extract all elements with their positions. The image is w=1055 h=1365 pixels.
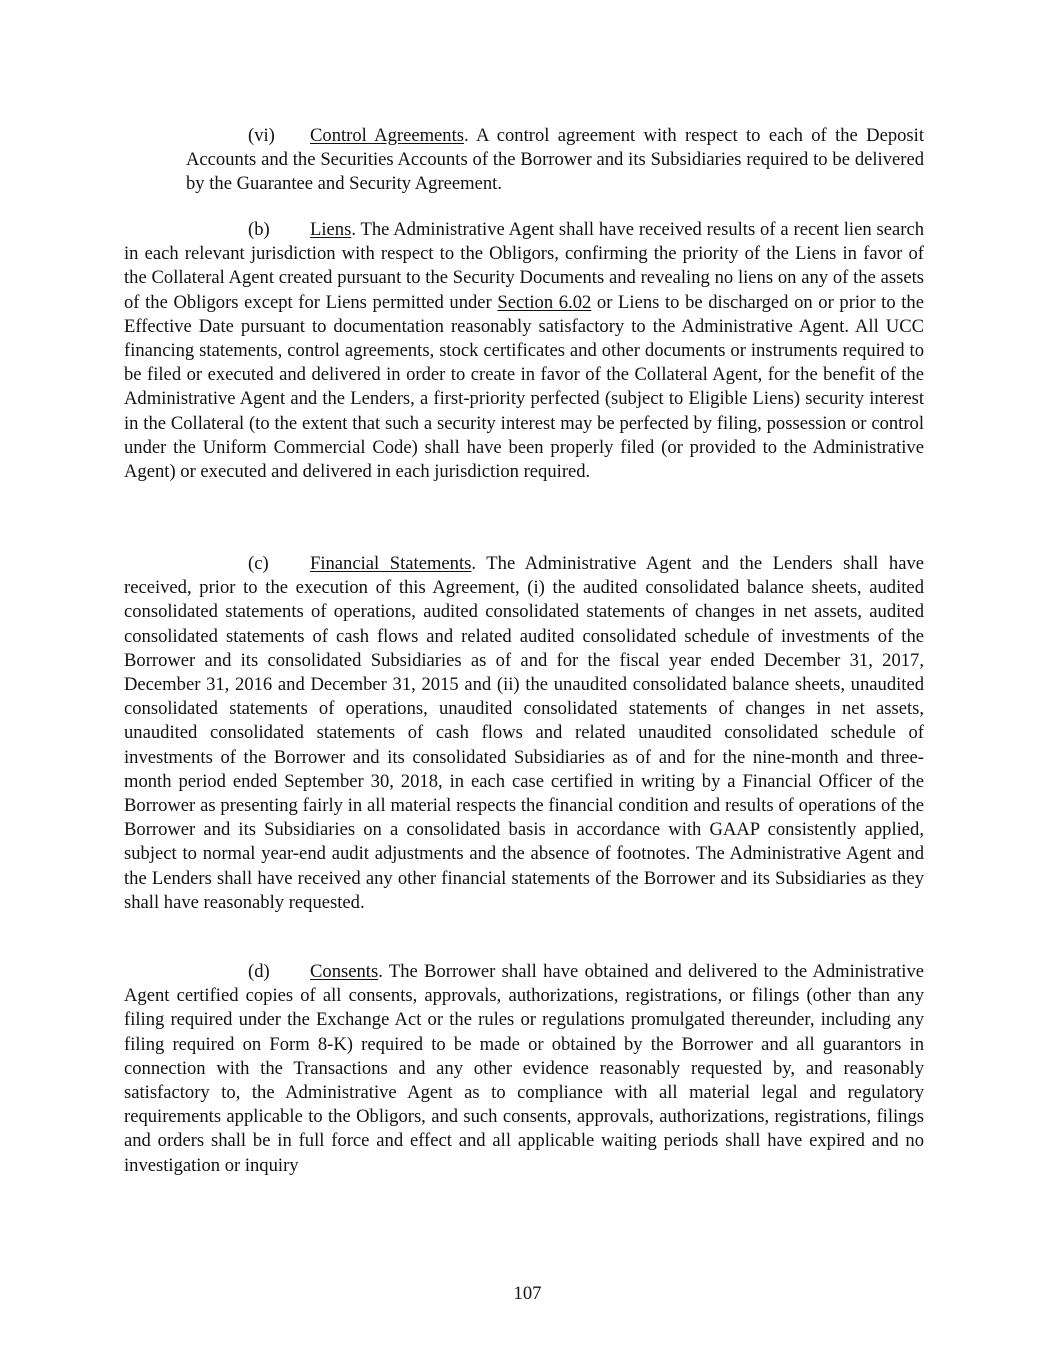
paragraph-heading: Consents: [310, 961, 379, 982]
paragraph-body: . The Administrative Agent and the Lenders shall have received, prior to the execution of this Agreement, (i) the audited consolidated balance sheets, audited consolidated statements of operations, audited consolidated statements of changes in net assets, audited consolidated statements of cash flows and related audited consolidated schedule of investments of the Borrower and its consolidated Subsidiaries as of and for the fiscal year ended December 31, 2017, December 31, 2016 and December 31, 2015 and (ii) the unaudited consolidated balance sheets, unaudited consolidated statements of operations, unaudited consolidated statements of changes in net assets, unaudited consolidated statements of cash flows and related unaudited consolidated schedule of investments of the Borrower and its consolidated Subsidiaries as of and for the nine-month and three-month period ended September 30, 2018, in each case certified in writing by a Financial Officer of the Borrower as presenting fairly in all material respects the financial condition and results of operations of the Borrower and its Subsidiaries on a consolidated basis in accordance with GAAP consistently applied, subject to normal year-end audit adjustments and the absence of footnotes. The Administrative Agent and the Lenders shall have received any other financial statements of the Borrower and its Subsidiaries as they shall have reasonably requested.: [124, 553, 924, 913]
paragraph-b-liens: [124, 218, 924, 484]
page-number: 107: [513, 1283, 542, 1304]
paragraph-marker: (d): [248, 961, 270, 982]
paragraph-body: . The Borrower shall have obtained and delivered to the Administrative Agent certified copies of all consents, approvals, authorizations, registrations, or filings (other than any filing required under the Exchange Act or the rules or regulations promulgated thereunder, including any filing required on Form 8-K) required to be made or obtained by the Borrower and all guarantors in connection with the Transactions and any other evidence reasonably requested by, and reasonably satisfactory to, the Administrative Agent as to compliance with all material legal and regulatory requirements applicable to the Obligors, and such consents, approvals, authorizations, registrations, filings and orders shall be in full force and effect and all applicable waiting periods shall have expired and no investigation or inquiry: [124, 961, 924, 1176]
paragraph-body: . The Administrative Agent shall have received results of a recent lien search in each relevant jurisdiction with respect to the Obligors, confirming the priority of the Liens in favor of the Collateral Agent created pursuant to the Security Documents and revealing no liens on any of the assets of the Obligors except for Liens permitted under: [124, 219, 924, 313]
paragraph-body: . A control agreement with respect to each of the Deposit Accounts and the Securities Accounts of the Borrower and its Subsidiaries required to be delivered by the Guarantee and Security Agreement.: [186, 125, 925, 195]
paragraph-body-continued: or Liens to be discharged on or prior to the Effective Date pursuant to documentation reasonably satisfactory to the Administrative Agent. All UCC financing statements, control agreements, stock certificates and other documents or instruments required to be filed or executed and delivered in order to create in favor of the Collateral Agent, for the benefit of the Administrative Agent and the Lenders, a first-priority perfected (subject to Eligible Liens) security interest in the Collateral (to the extent that such a security interest may be perfected by filing, possession or control under the Uniform Commercial Code) shall have been properly filed (or provided to the Administrative Agent) or executed and delivered in each jurisdiction required.: [124, 291, 924, 483]
section-cross-reference: Section 6.02: [497, 291, 592, 313]
paragraph-heading: Control Agreements: [310, 125, 464, 146]
paragraph-heading: Financial Statements: [310, 553, 472, 574]
paragraph-d-consents: [124, 960, 924, 1178]
paragraph-heading: Liens: [310, 219, 352, 240]
paragraph-c-financial-statements: [124, 552, 924, 915]
paragraph-marker: (vi): [248, 125, 275, 146]
paragraph-marker: (c): [248, 553, 269, 574]
paragraph-marker: (b): [248, 219, 270, 240]
paragraph-vi-control-agreements: [186, 124, 924, 197]
